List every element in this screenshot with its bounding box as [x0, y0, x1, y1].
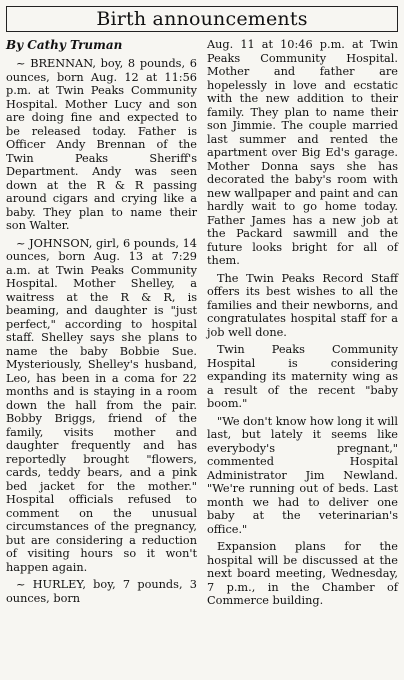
headline: Birth announcements [6, 6, 398, 32]
announcement-johnson: ~ JOHNSON, girl, 6 pounds, 14 ounces, born Aug. 13 at 7:29 a.m. at Twin Peaks Community Hospital. Mother Shelley, a waitress at the R & R, is beaming, and daughter is "just perfect," according to hospital staff. Shelley says she plans to name the baby Bobbie Sue. Mysteriously, Shelley's husband, Leo, has been in a coma for 22 months and is staying in a room down the hall from the pair. Bobby Briggs, friend of the family, visits mother and daughter frequently and has reportedly brought "flowers, cards, teddy bears, and a pink bed jacket for the mother." Hospital officials refused to comment on the unusual circumstances of the pregnancy, but are considering a reduction of visiting hours so it won't happen again. [6, 236, 197, 574]
byline: By Cathy Truman [6, 38, 123, 52]
expansion-plans: Expansion plans for the hospital will be discussed at the next board meeting, Wednesday, 7 p.m., in the Chamber of Commerce building. [207, 540, 398, 607]
right-column [207, 38, 398, 678]
announcement-hurley-start: ~ HURLEY, boy, 7 pounds, 3 ounces, born [6, 578, 197, 605]
announcement-brennan: ~ BRENNAN, boy, 8 pounds, 6 ounces, born Aug. 12 at 11:56 p.m. at Twin Peaks Community Hospital. Mother Lucy and son are doing fine and expected to be released today. Father is Officer Andy Brennan of the Twin Peaks Sheriff's Department. Andy was seen down at the R & R passing around cigars and crying like a baby. They plan to name their son Walter. [6, 57, 197, 232]
left-column [6, 38, 197, 678]
administrator-quote: "We don't know how long it will last, but lately it seems like everybody's pregnant," commented Hospital Administrator Jim Newland. "We're running out of beds. Last month we had to deliver one baby at the veterinarian's office." [207, 414, 398, 536]
announcement-hurley-continued: Aug. 11 at 10:46 p.m. at Twin Peaks Community Hospital. Mother and father are hopelessly in love and ecstatic with the new addition to their family. They plan to name their son Jimmie. The couple married last summer and rented the apartment over Big Ed's garage. Mother Donna says she has decorated the baby's room with new wallpaper and paint and can hardly wait to go home today. Father James has a new job at the Packard sawmill and the future looks bright for all of them. [207, 38, 398, 267]
article-columns [6, 38, 398, 678]
staff-wishes: The Twin Peaks Record Staff offers its best wishes to all the families and their newborns, and congratulates hospital staff for a job well done. [207, 271, 398, 339]
maternity-wing-news: Twin Peaks Community Hospital is considering expanding its maternity wing as a result of the recent "baby boom." [207, 343, 398, 410]
